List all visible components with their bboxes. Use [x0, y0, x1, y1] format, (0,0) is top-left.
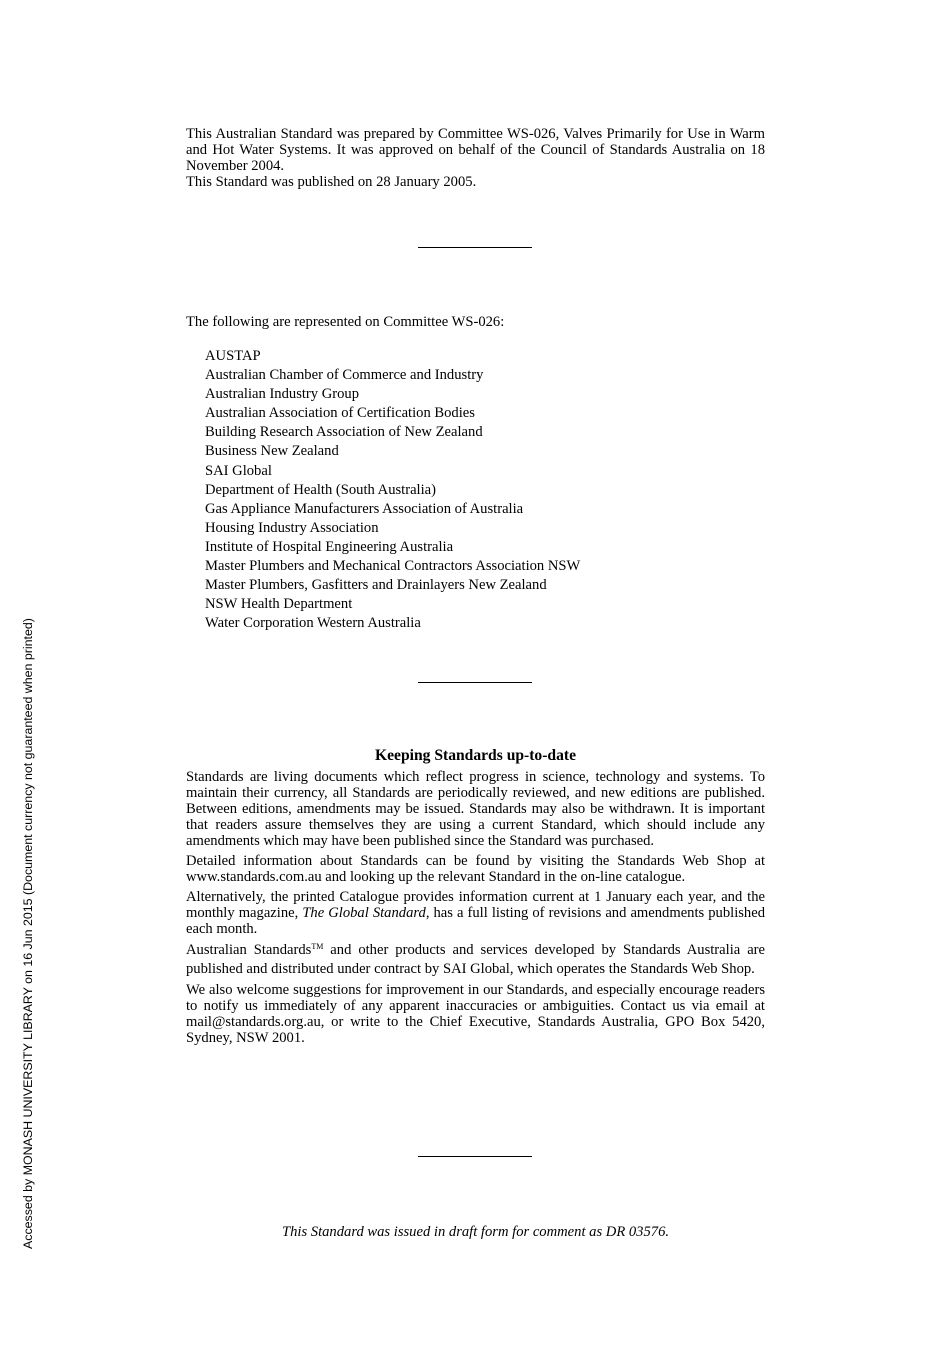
list-item: Department of Health (South Australia) [205, 481, 437, 498]
publication-date-text: This Standard was published on 28 January 2005. [186, 174, 477, 190]
paragraph [186, 941, 765, 978]
text: Australian Standards [186, 942, 312, 958]
list-item: Master Plumbers, Gasfitters and Drainlayers New Zealand [205, 577, 547, 594]
text: Alternatively, the printed Catalogue provides information current at 1 January each year, and the monthly magazine, [186, 889, 765, 921]
paragraph: We also welcome suggestions for improvement in our Standards, and especially encourage readers to notify us immediately of any apparent inaccuracies or ambiguities. Contact us via email at mail@standards.org.au, or write to the Chief Executive, Standards Australia, GPO Box 5420, Sydney, NSW 2001. [186, 982, 765, 1046]
preparation-text: This Australian Standard was prepared by Committee WS-026, Valves Primarily for Use in Warm and Hot Water Systems. It was approved on behalf of the Council of Standards Australia on 18 November 2004. [186, 126, 765, 174]
divider-rule [418, 247, 532, 248]
paragraph: Detailed information about Standards can be found by visiting the Standards Web Shop at www.standards.com.au and looking up the relevant Standard in the on-line catalogue. [186, 853, 765, 885]
list-item: Australian Association of Certification Bodies [205, 405, 475, 422]
list-item: Housing Industry Association [205, 519, 379, 536]
paragraph: Standards are living documents which reflect progress in science, technology and systems. To maintain their currency, all Standards are periodically reviewed, and new editions are published. Between editions, amendments may be issued. Standards may also be withdrawn. It is important that readers assure themselves they are using a current Standard, which should include any amendments which may have been published since the Standard was purchased. [186, 769, 765, 849]
section-heading: Keeping Standards up-to-date [374, 747, 576, 764]
list-item: Institute of Hospital Engineering Australia [205, 538, 454, 555]
divider-rule [418, 1156, 532, 1157]
list-item: Gas Appliance Manufacturers Association of Australia [205, 500, 524, 517]
list-item: SAI Global [205, 462, 272, 479]
list-item: AUSTAP [205, 348, 261, 364]
committee-representation-intro: The following are represented on Committee WS-026: [186, 314, 505, 330]
trademark-symbol: TM [311, 942, 324, 951]
publication-title: The Global Standard [302, 905, 426, 921]
preparation-notice [186, 126, 765, 190]
list-item: Australian Industry Group [205, 386, 360, 403]
keeping-up-to-date-section [186, 769, 765, 1050]
divider-rule [418, 682, 532, 683]
list-item: Master Plumbers and Mechanical Contractors Association NSW [205, 558, 581, 575]
list-item: NSW Health Department [205, 596, 353, 613]
list-item: Australian Chamber of Commerce and Industry [205, 367, 484, 384]
text: , has a full listing of revisions and amendments published each month. [186, 905, 765, 937]
list-item: Water Corporation Western Australia [205, 615, 421, 632]
text: and other products and services developed by Standards Australia are published and distributed under contract by SAI Global, which operates the Standards Web Shop. [186, 942, 766, 977]
list-item: Business New Zealand [205, 443, 339, 460]
organization-list [205, 347, 580, 633]
access-watermark: Accessed by MONASH UNIVERSITY LIBRARY on 16 Jun 2015 (Document currency not guaranteed when printed) [21, 618, 35, 1249]
draft-notice: This Standard was issued in draft form for comment as DR 03576. [281, 1224, 670, 1240]
paragraph [186, 889, 765, 937]
list-item: Building Research Association of New Zealand [205, 424, 483, 441]
